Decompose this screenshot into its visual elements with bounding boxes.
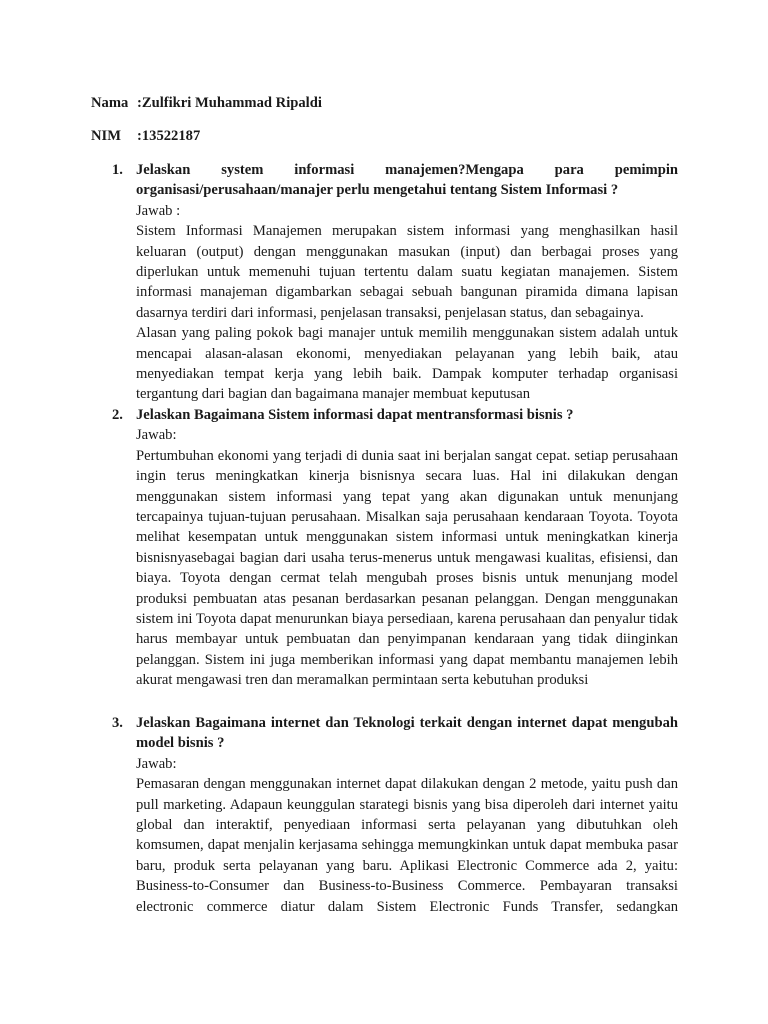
answer-paragraph: Pertumbuhan ekonomi yang terjadi di dunia saat ini berjalan sangat cepat. setiap perusahaan ingin terus meningkatkan kinerja bisnisnya secara luas. Hal ini dilakukan dengan menggunakan sistem informasi yang tepat yang akan digunakan untuk menunjang tercapainya tujuan-tujuan perusahaan. Misalkan saja perusahaan kendaraan Toyota. Toyota melihat kesempatan untuk menggunakan sistem informasi untuk meningkatkan kinerja bisnisnyasebagai bagian dari usaha terus-menerus untuk mengawasi kualitas, efisiensi, dan biaya. Toyota dengan cermat telah mengubah proses bisnis untuk menunjang model produksi pembuatan atas pesanan berdasarkan pesanan pelanggan. Dengan menggunakan sistem ini Toyota dapat menurunkan biaya persediaan, karena perusahaan dan penyalur tidak harus membayar untuk pembuatan dan penyimpanan kendaraan yang tidak diinginkan pelanggan. Sistem ini juga memberikan informasi yang dapat membantu manajemen lebih akurat mengawasi tren dan meramalkan permintaan serta kebutuhan produksi xyxy=(136,447,678,689)
student-nim: :13522187 xyxy=(137,128,201,144)
question-body xyxy=(136,713,678,917)
student-name-line xyxy=(91,93,322,113)
question-body xyxy=(136,160,678,405)
nim-label: NIM xyxy=(91,128,121,144)
question-number: 1. xyxy=(112,162,123,178)
answer-label: Jawab : xyxy=(136,202,181,219)
question-title: Jelaskan Bagaimana Sistem informasi dapat mentransformasi bisnis ? xyxy=(136,407,574,423)
answer-paragraph: Alasan yang paling pokok bagi manajer untuk memilih menggunakan sistem adalah untuk mencapai alasan-alasan ekonomi, menyediakan pelayanan yang lebih baik, atau menyediakan tempat kerja yang lebih baik. Dampak komputer terhadap organisasi tergantung dari bagian dan bagaimana manajer membuat keputusan xyxy=(136,325,678,403)
question-body xyxy=(136,405,678,691)
student-nim-line xyxy=(91,126,200,146)
question-number: 2. xyxy=(112,407,123,423)
answer-paragraph: Sistem Informasi Manajemen merupakan sistem informasi yang menghasilkan hasil keluaran (output) dengan menggunakan masukan (input) dan berbagai proses yang diperlukan untuk memenuhi tujuan tertentu dalam suatu kegiatan manajemen. Sistem informasi manajeman digambarkan sebagai sebuah bangunan piramida dimana lapisan dasarnya terdiri dari informasi, penjelasan transaksi, penjelasan status, dan sebagainya. xyxy=(136,223,678,321)
student-name: :Zulfikri Muhammad Ripaldi xyxy=(137,95,322,111)
answer-label: Jawab: xyxy=(136,755,177,772)
answer-paragraph: Pemasaran dengan menggunakan internet dapat dilakukan dengan 2 metode, yaitu push dan pull marketing. Adapaun keunggulan starategi bisnis yang bisa diperoleh dari internet yaitu global dan interaktif, penyediaan informasi serta pelayanan yang dibutuhkan oleh komsumen, dapat menjalin kerjasama sehingga memungkinkan untuk dapat membuka pasar baru, produk serta pelayanan yang baru. Aplikasi Electronic Commerce ada 2, yaitu: Business-to-Consumer dan Business-to-Business Commerce. Pembayaran transaksi electronic commerce diatur dalam Sistem Electronic Funds Transfer, sedangkan xyxy=(136,776,678,915)
question-title: Jelaskan Bagaimana internet dan Teknologi terkait dengan internet dapat mengubah model bisnis ? xyxy=(136,715,678,752)
question-title: Jelaskan system informasi manajemen?Mengapa para pemimpin organisasi/perusahaan/manajer perlu mengetahui tentang Sistem Informasi ? xyxy=(136,162,678,199)
question-number: 3. xyxy=(112,715,123,731)
name-label: Nama xyxy=(91,95,129,111)
answer-label: Jawab: xyxy=(136,427,177,444)
